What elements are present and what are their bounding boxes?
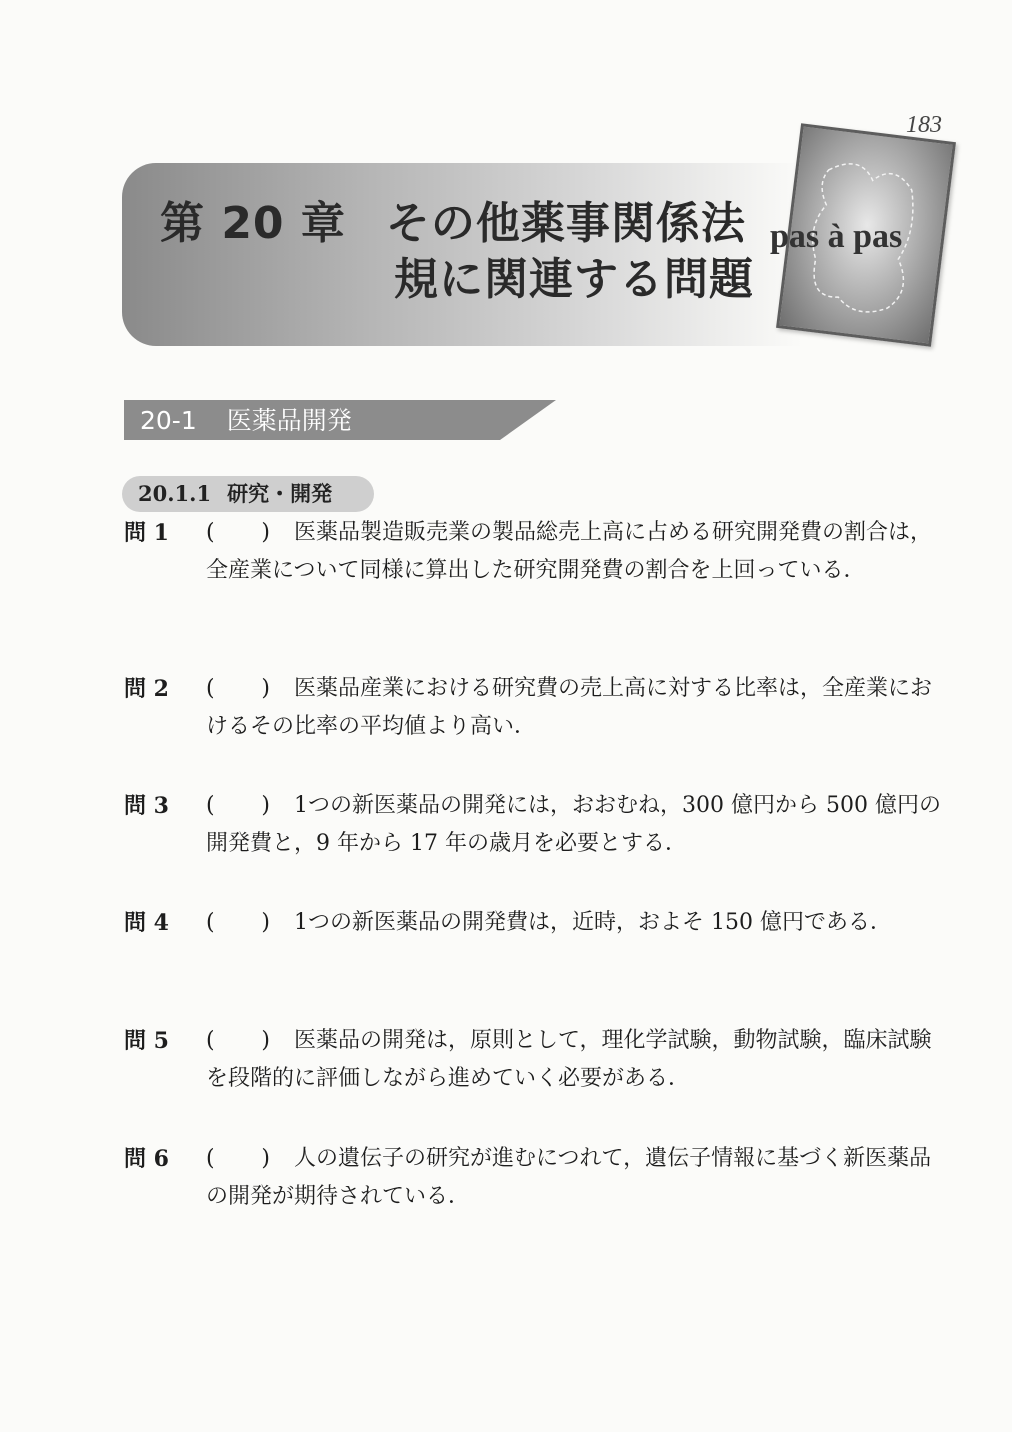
answer-blank[interactable]: ( ) — [206, 676, 270, 701]
chapter-label: 第 20 章 — [160, 198, 346, 249]
question-label: 問 3 — [124, 793, 169, 819]
question-text: 医薬品製造販売業の製品総売上高に占める研究開発費の割合は，全産業について同様に算出した研究開発費の割合を上回っている． — [206, 520, 933, 583]
answer-blank[interactable]: ( ) — [206, 1146, 270, 1171]
answer-blank[interactable]: ( ) — [206, 910, 270, 935]
question-text: 1つの新医薬品の開発には，おおむね，300 億円から 500 億円の開発費と，9 年から 17 年の歳月を必要とする． — [206, 793, 941, 856]
section-number: 20-1 — [140, 406, 197, 435]
section-name: 医薬品開発 — [226, 406, 352, 435]
question-label: 問 5 — [124, 1028, 169, 1054]
chapter-title — [160, 196, 754, 308]
question-text: 医薬品の開発は，原則として，理化学試験，動物試験，臨床試験を段階的に評価しながら進めていく必要がある． — [206, 1028, 932, 1091]
answer-blank[interactable]: ( ) — [206, 1028, 270, 1053]
question-label: 問 4 — [124, 910, 169, 936]
subsection-title — [138, 478, 332, 510]
question-label: 問 1 — [124, 520, 169, 546]
pas-a-pas-label: pas à pas — [770, 218, 903, 255]
answer-blank[interactable]: ( ) — [206, 520, 270, 545]
chapter-title-line1: その他薬事関係法 — [385, 198, 746, 249]
chapter-title-line2: 規に関連する問題 — [394, 254, 754, 305]
question-label: 問 2 — [124, 676, 169, 702]
section-title — [140, 403, 352, 439]
subsection-name: 研究・開発 — [227, 481, 333, 506]
answer-blank[interactable]: ( ) — [206, 793, 270, 818]
question-text: 人の遺伝子の研究が進むにつれて，遺伝子情報に基づく新医薬品の開発が期待されている． — [206, 1146, 932, 1209]
subsection-number: 20.1.1 — [138, 481, 212, 506]
question-label: 問 6 — [124, 1146, 169, 1172]
page-number: 183 — [906, 112, 942, 138]
question-text: 医薬品産業における研究費の売上高に対する比率は，全産業におけるその比率の平均値より高い． — [206, 676, 933, 739]
question-text: 1つの新医薬品の開発費は，近時，およそ 150 億円である． — [294, 910, 892, 935]
